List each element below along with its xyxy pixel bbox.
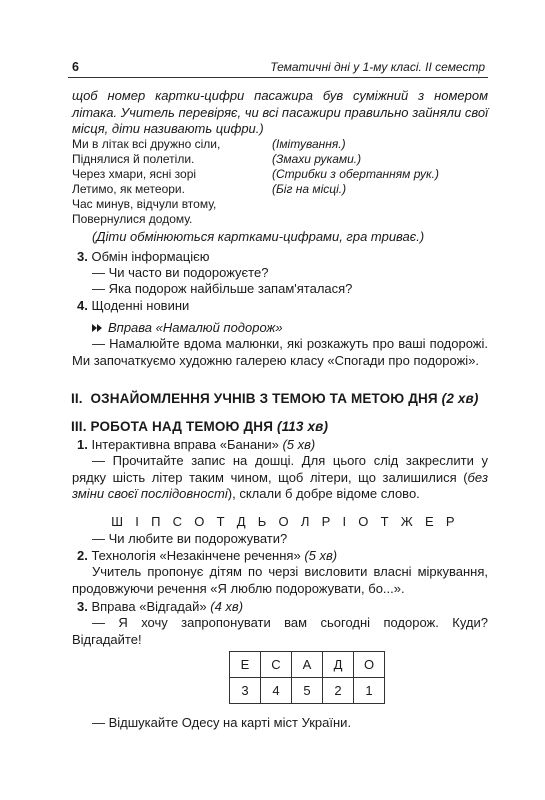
- poem-line: Ми в літак всі дружно сіли,: [72, 137, 221, 151]
- poem-line: Піднялися й полетіли.: [72, 152, 195, 166]
- section-time: (113 хв): [276, 419, 329, 434]
- question-line: — Чи любите ви подорожувати?: [92, 531, 288, 546]
- poem-action: (Змахи руками.): [272, 152, 362, 166]
- section-title: ОЗНАЙОМЛЕННЯ УЧНІВ З ТЕМОЮ ТА МЕТОЮ ДНЯ: [90, 391, 438, 406]
- item-number: 1.: [77, 437, 88, 452]
- exercise-title: Вправа «Намалюй подорож»: [108, 320, 283, 335]
- table-cell: Е: [230, 652, 261, 678]
- s3-item-1-heading: [77, 437, 315, 454]
- table-cell: 3: [230, 678, 261, 704]
- running-title: Тематичні дні у 1-му класі. ІІ семестр: [270, 60, 485, 74]
- table-row: [230, 652, 385, 678]
- question-line: — Чи часто ви подорожуєте?: [92, 265, 269, 280]
- section-title: РОБОТА НАД ТЕМОЮ ДНЯ: [90, 419, 274, 434]
- section-3-heading: [71, 419, 328, 434]
- exercise-paragraph: — Намалюйте вдома малюнки, які розкажуть про ваші подорожі. Ми започаткуємо художню галерею класу «Спогади про подорожі».: [72, 336, 488, 368]
- poem-action: (Імітування.): [272, 137, 346, 151]
- guess-paragraph: — Я хочу запропонувати вам сьогодні подорож. Куди? Відгадайте!: [72, 615, 488, 647]
- item-title: Щоденні новини: [91, 298, 190, 313]
- table-cell: С: [261, 652, 292, 678]
- item-number: 3.: [77, 599, 88, 614]
- item-title: Інтерактивна вправа «Банани»: [91, 437, 279, 452]
- final-instruction: — Відшукайте Одесу на карті міст України.: [92, 715, 352, 730]
- table-row: [230, 678, 385, 704]
- bananas-text-end: ), склали б добре відоме слово.: [227, 486, 420, 501]
- cipher-table: [229, 651, 385, 704]
- bananas-text: — Прочитайте запис на дошці. Для цього слід закреслити у рядку шість літер таким чином, щоб літери, що залишилися (: [72, 453, 488, 485]
- unfinished-sentence-paragraph: Учитель пропонує дітям по черзі висловити власні міркування, продовжуючи речення «Я люблю подорожувати, бо...».: [72, 564, 488, 596]
- item-time: (5 хв): [282, 437, 316, 452]
- exercise-heading: [92, 320, 283, 337]
- item-number: 4.: [77, 298, 88, 313]
- item-title: Обмін інформацією: [91, 249, 210, 264]
- table-cell: О: [354, 652, 385, 678]
- bananas-paragraph: [72, 453, 488, 503]
- bananas-italic: без зміни своєї послідовності: [72, 469, 488, 501]
- table-cell: 1: [354, 678, 385, 704]
- poem-line: Летимо, як метеори.: [72, 182, 185, 196]
- item-title: Технологія «Незакінчене речення»: [91, 548, 301, 563]
- page-number: 6: [72, 60, 79, 74]
- item-time: (5 хв): [304, 548, 338, 563]
- double-arrow-icon: [92, 324, 102, 332]
- letter-row: Ш І П С О Т Д Ь О Л Р І О Т Ж Е Р: [111, 514, 459, 529]
- question-line: — Яка подорож найбільше запам'яталася?: [92, 281, 353, 296]
- table-cell: 5: [292, 678, 323, 704]
- section-roman: ІІ.: [71, 391, 83, 406]
- poem-action: (Стрибки з обертанням рук.): [272, 167, 439, 181]
- section-time: (2 хв): [441, 391, 479, 406]
- item-number: 2.: [77, 548, 88, 563]
- poem-action: (Біг на місці.): [272, 182, 347, 196]
- s3-item-3-heading: [77, 599, 243, 616]
- intro-paragraph: щоб номер картки-цифри пасажира був суміжний з номером літака. Учитель перевіряє, чи всі пасажири правильно зайняли свої місця, діти називають цифри.): [72, 88, 488, 136]
- poem-line: Повернулися додому.: [72, 212, 193, 226]
- s3-item-2-heading: [77, 548, 337, 565]
- note-exchange-cards: (Діти обмінюються картками-цифрами, гра триває.): [92, 229, 425, 244]
- poem-line: Час минув, відчули втому,: [72, 197, 217, 211]
- running-header: [68, 58, 488, 78]
- section-roman: ІІІ.: [71, 419, 87, 434]
- item-time: (4 хв): [210, 599, 244, 614]
- table-cell: А: [292, 652, 323, 678]
- table-cell: 4: [261, 678, 292, 704]
- item-title: Вправа «Відгадай»: [91, 599, 207, 614]
- table-cell: Д: [323, 652, 354, 678]
- poem-line: Через хмари, ясні зорі: [72, 167, 197, 181]
- item-3-heading: [77, 249, 209, 266]
- table-cell: 2: [323, 678, 354, 704]
- item-4-heading: [77, 298, 189, 315]
- header-rule: [68, 77, 488, 78]
- section-2-heading: [71, 391, 478, 406]
- item-number: 3.: [77, 249, 88, 264]
